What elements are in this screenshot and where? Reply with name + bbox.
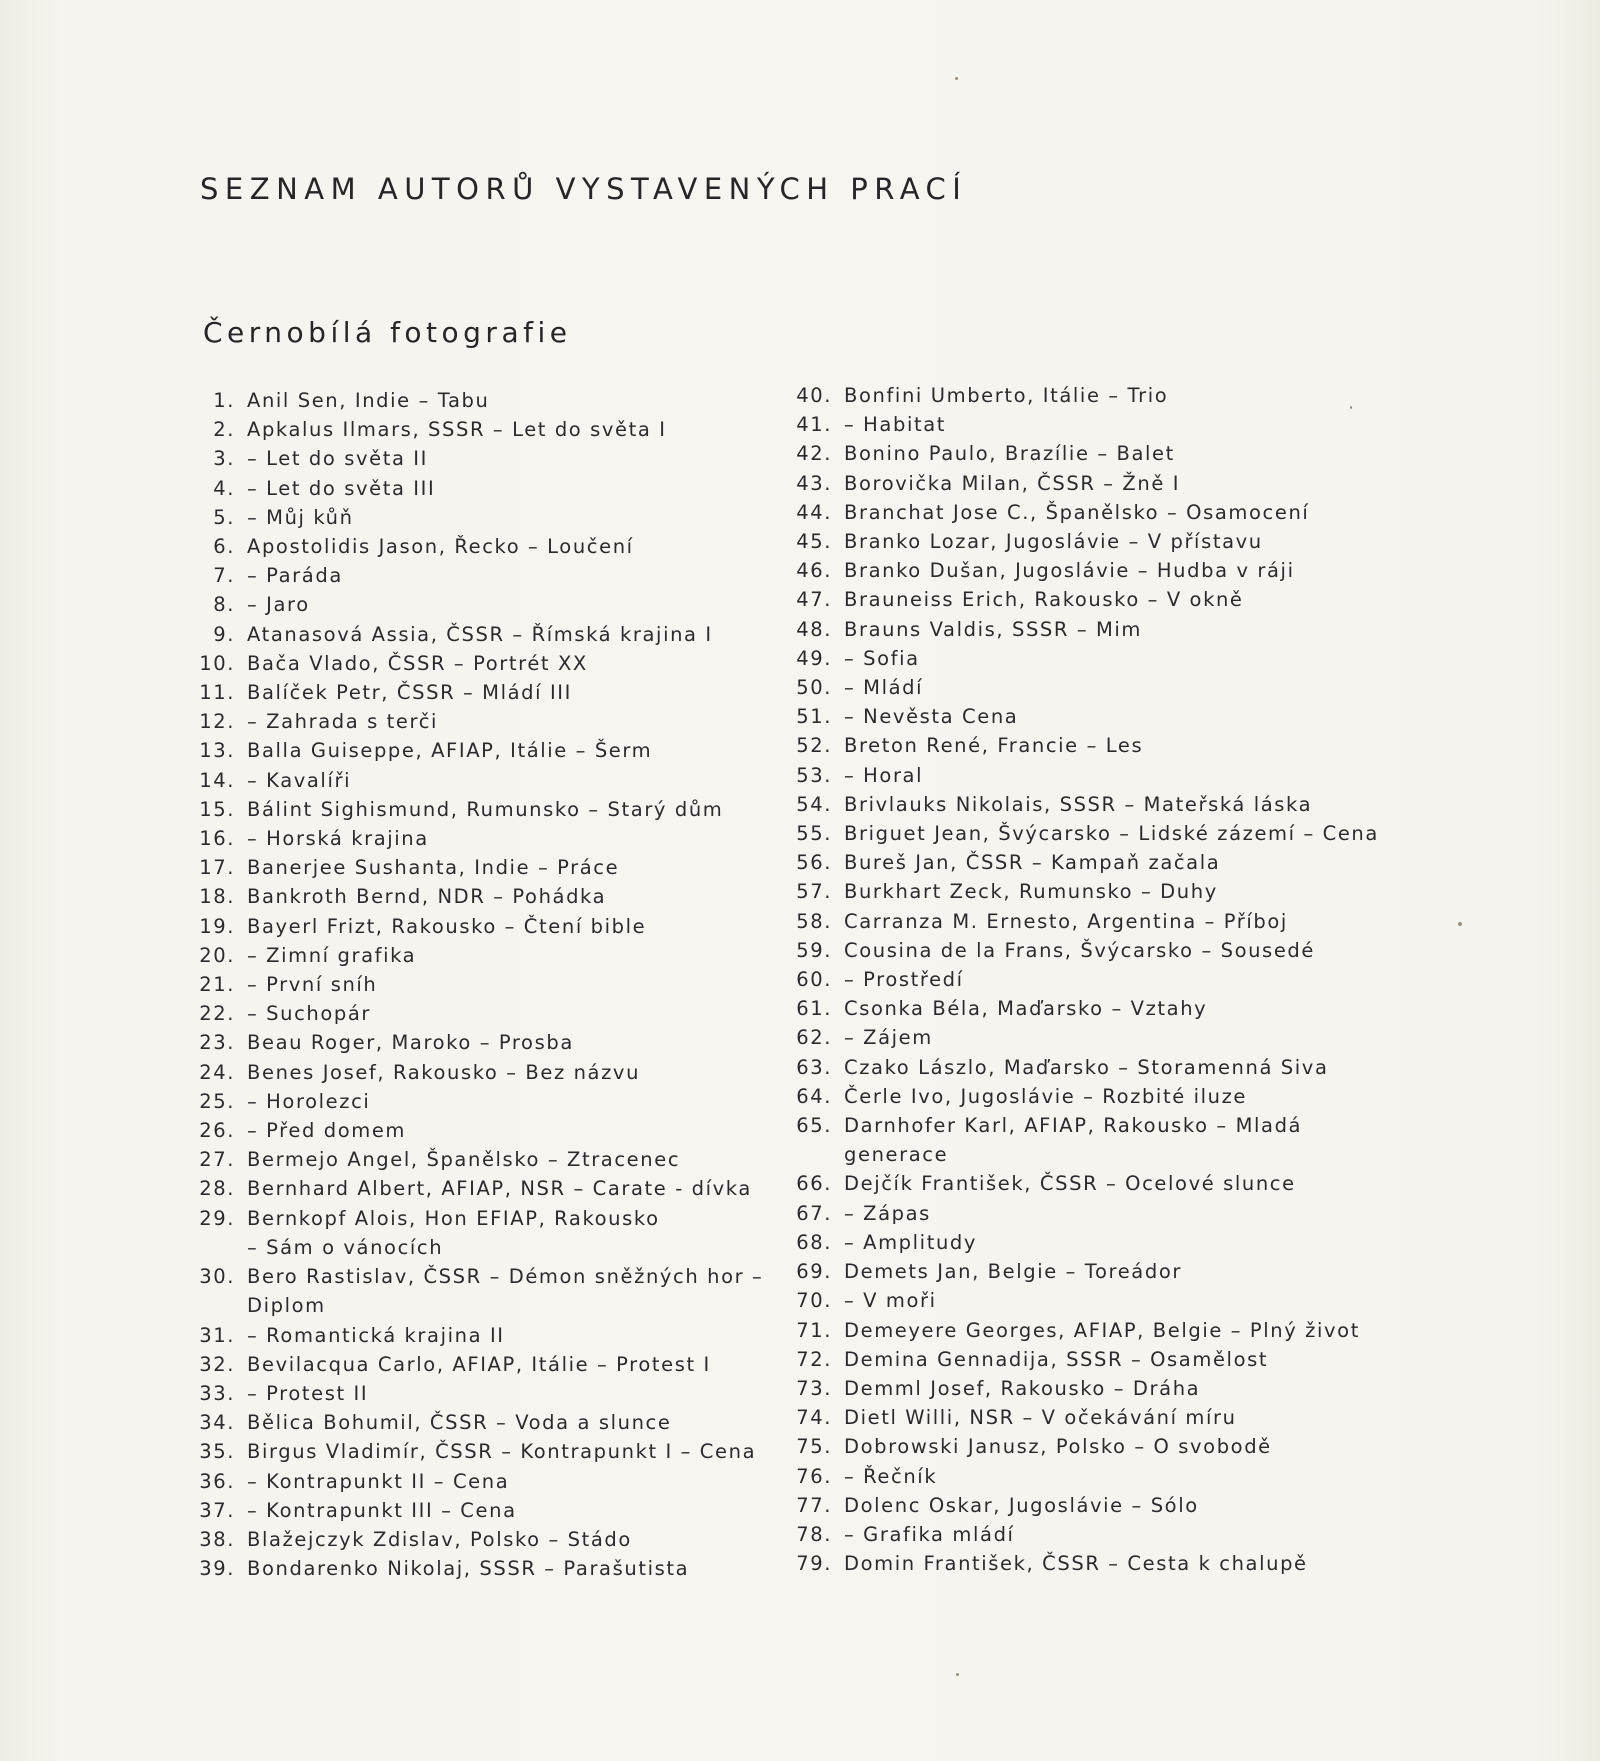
catalog-entry	[195, 1525, 795, 1554]
catalog-entry	[195, 1350, 795, 1379]
catalog-entry	[795, 1345, 1365, 1374]
entry-text: – Zápas	[844, 1201, 931, 1225]
catalog-entry	[195, 941, 795, 970]
entry-text: Brivlauks Nikolais, SSSR – Mateřská láska	[844, 792, 1313, 816]
catalog-entry	[195, 707, 795, 736]
entry-number: 75.	[796, 1435, 832, 1459]
entry-text: Dolenc Oskar, Jugoslávie – Sólo	[844, 1493, 1199, 1517]
entry-text: – Sofia	[844, 646, 920, 670]
entry-number: 23.	[199, 1031, 235, 1055]
entry-text: – Suchopár	[247, 1002, 372, 1026]
page-title: SEZNAM AUTORŮ VYSTAVENÝCH PRACÍ	[200, 172, 968, 206]
entry-number: 58.	[796, 909, 832, 933]
catalog-entry	[795, 498, 1365, 527]
entry-text: Borovička Milan, ČSSR – Žně I	[844, 471, 1181, 495]
entry-number: 33.	[199, 1381, 235, 1405]
entry-text: Branko Lozar, Jugoslávie – V přístavu	[844, 530, 1263, 554]
entry-number: 74.	[796, 1406, 832, 1430]
entry-text: – Let do světa II	[247, 447, 429, 471]
entry-number: 44.	[796, 500, 832, 524]
entry-number: 7.	[213, 564, 235, 588]
catalog-entry	[195, 1437, 795, 1466]
catalog-entry	[795, 819, 1379, 848]
entry-number: 56.	[796, 851, 832, 875]
catalog-entry	[795, 994, 1365, 1023]
catalog-entry	[195, 912, 795, 941]
entry-text: Bernhard Albert, AFIAP, NSR – Carate - dívka	[247, 1177, 752, 1201]
entry-number: 52.	[796, 734, 832, 758]
catalog-entry	[795, 1520, 1365, 1549]
entry-number: 13.	[199, 739, 235, 763]
entry-text: Demina Gennadija, SSSR – Osamělost	[844, 1347, 1269, 1371]
catalog-entry	[795, 702, 1365, 731]
entry-number: 72.	[796, 1347, 832, 1371]
entry-text: – Mládí	[844, 676, 924, 700]
entry-text: Dobrowski Janusz, Polsko – O svobodě	[844, 1435, 1272, 1459]
entry-text: Brauneiss Erich, Rakousko – V okně	[844, 588, 1244, 612]
catalog-entry	[795, 1257, 1365, 1286]
catalog-entry	[795, 1199, 1365, 1228]
catalog-entry	[795, 1082, 1365, 1111]
entry-number: 43.	[796, 471, 832, 495]
catalog-entry	[795, 439, 1365, 468]
entry-text: Branko Dušan, Jugoslávie – Hudba v ráji	[844, 559, 1295, 583]
entry-number: 22.	[199, 1002, 235, 1026]
entry-number: 17.	[199, 856, 235, 880]
catalog-entry	[795, 1228, 1365, 1257]
entry-number: 27.	[199, 1148, 235, 1172]
entry-text: Bureš Jan, ČSSR – Kampaň začala	[844, 851, 1221, 875]
entry-text: – Můj kůň	[247, 505, 354, 529]
catalog-entry	[195, 678, 795, 707]
entry-text: Balíček Petr, ČSSR – Mládí III	[247, 681, 572, 705]
entry-number: 1.	[213, 389, 235, 412]
entry-text: Demets Jan, Belgie – Toreádor	[844, 1260, 1182, 1284]
entry-number: 55.	[796, 822, 832, 846]
paper-speck	[1458, 922, 1462, 926]
catalog-entry	[795, 761, 1365, 790]
entry-number: 69.	[796, 1260, 832, 1284]
catalog-entry	[195, 649, 795, 678]
entry-number: 6.	[213, 535, 235, 559]
entry-number: 36.	[199, 1469, 235, 1493]
entry-number: 31.	[199, 1323, 235, 1347]
entry-number: 32.	[199, 1352, 235, 1376]
entry-text: Burkhart Zeck, Rumunsko – Duhy	[844, 880, 1218, 904]
catalog-entry	[795, 1403, 1365, 1432]
entry-number: 37.	[199, 1498, 235, 1522]
entry-number: 15.	[199, 797, 235, 821]
entry-text: Bero Rastislav, ČSSR – Démon sněžných hor –	[247, 1265, 764, 1289]
entry-text: – Let do světa III	[247, 476, 436, 500]
entry-text: Czako Lászlo, Maďarsko – Storamenná Siva	[844, 1055, 1329, 1079]
entry-text: Blažejczyk Zdislav, Polsko – Stádo	[247, 1527, 632, 1551]
entry-number: 45.	[796, 530, 832, 554]
author-list-left-column	[195, 386, 795, 1583]
entry-text: Banerjee Sushanta, Indie – Práce	[247, 856, 620, 880]
catalog-entry	[195, 1467, 795, 1496]
catalog-entry	[795, 1053, 1365, 1082]
catalog-entry	[195, 1554, 795, 1583]
entry-text: – Romantická krajina II	[247, 1323, 505, 1347]
catalog-entry	[195, 415, 795, 444]
entry-number: 71.	[796, 1318, 832, 1342]
entry-number: 67.	[796, 1201, 832, 1225]
catalog-entry	[795, 585, 1365, 614]
entry-text: Apkalus Ilmars, SSSR – Let do světa I	[247, 418, 667, 442]
entry-text: Bonfini Umberto, Itálie – Trio	[844, 384, 1169, 407]
catalog-entry	[795, 1432, 1365, 1461]
entry-text: – Horal	[844, 763, 924, 787]
catalog-entry	[795, 410, 1365, 439]
entry-number: 19.	[199, 914, 235, 938]
entry-number: 47.	[796, 588, 832, 612]
catalog-entry	[195, 882, 795, 911]
entry-text: Bermejo Angel, Španělsko – Ztracenec	[247, 1148, 681, 1172]
entry-text: Benes Josef, Rakousko – Bez názvu	[247, 1060, 641, 1084]
entry-text-continuation: – Sám o vánocích	[247, 1235, 444, 1259]
paper-speck	[955, 77, 958, 80]
catalog-entry	[795, 673, 1365, 702]
paper-speck	[956, 1673, 959, 1676]
entry-number: 49.	[796, 646, 832, 670]
catalog-entry	[795, 877, 1365, 906]
catalog-entry	[795, 1549, 1365, 1578]
catalog-entry	[795, 615, 1365, 644]
catalog-entry	[195, 824, 795, 853]
catalog-entry	[795, 848, 1365, 877]
catalog-entry	[795, 1491, 1365, 1520]
catalog-entry	[195, 532, 795, 561]
entry-number: 53.	[796, 763, 832, 787]
entry-text: Bernkopf Alois, Hon EFIAP, Rakousko	[247, 1206, 660, 1230]
catalog-entry	[195, 1145, 795, 1174]
catalog-entry	[795, 1462, 1365, 1491]
entry-number: 38.	[199, 1527, 235, 1551]
entry-number: 70.	[796, 1289, 832, 1313]
entry-text: Beau Roger, Maroko – Prosba	[247, 1031, 574, 1055]
catalog-entry	[795, 381, 1365, 410]
entry-text: Dejčík František, ČSSR – Ocelové slunce	[844, 1172, 1296, 1196]
entry-number: 2.	[213, 418, 235, 442]
entry-text: Domin František, ČSSR – Cesta k chalupě	[844, 1552, 1308, 1576]
entry-text: Cousina de la Frans, Švýcarsko – Sousedé	[844, 938, 1315, 962]
catalog-entry	[795, 731, 1365, 760]
entry-number: 76.	[796, 1464, 832, 1488]
entry-number: 48.	[796, 617, 832, 641]
section-title: Černobílá fotografie	[203, 316, 572, 349]
entry-text: – Nevěsta Cena	[844, 705, 1019, 729]
entry-text: Darnhofer Karl, AFIAP, Rakousko – Mladá	[844, 1114, 1303, 1138]
entry-text: Apostolidis Jason, Řecko – Loučení	[247, 535, 634, 559]
entry-number: 40.	[796, 384, 832, 407]
catalog-entry	[195, 1321, 795, 1350]
entry-number: 12.	[199, 710, 235, 734]
catalog-entry	[195, 1174, 795, 1203]
catalog-entry	[195, 1087, 795, 1116]
entry-number: 65.	[796, 1114, 832, 1138]
catalog-entry	[195, 1058, 795, 1087]
catalog-entry	[795, 469, 1365, 498]
entry-number: 25.	[199, 1089, 235, 1113]
entry-text: Carranza M. Ernesto, Argentina – Příboj	[844, 909, 1288, 933]
entry-number: 59.	[796, 938, 832, 962]
entry-text: Bankroth Bernd, NDR – Pohádka	[247, 885, 607, 909]
catalog-entry	[195, 736, 795, 765]
entry-text: Bevilacqua Carlo, AFIAP, Itálie – Protest I	[247, 1352, 711, 1376]
entry-number: 77.	[796, 1493, 832, 1517]
catalog-entry	[795, 1111, 1365, 1169]
entry-number: 14.	[199, 768, 235, 792]
entry-text: Atanasová Assia, ČSSR – Římská krajina I	[247, 622, 713, 646]
entry-number: 62.	[796, 1026, 832, 1050]
entry-text: – Kontrapunkt III – Cena	[247, 1498, 517, 1522]
entry-text-continuation: generace	[844, 1143, 949, 1167]
entry-text: – Protest II	[247, 1381, 369, 1405]
entry-text: – Paráda	[247, 564, 343, 588]
entry-number: 10.	[199, 651, 235, 675]
entry-text: Balla Guiseppe, AFIAP, Itálie – Šerm	[247, 739, 653, 763]
catalog-entry	[195, 474, 795, 503]
entry-number: 39.	[199, 1557, 235, 1581]
entry-number: 61.	[796, 997, 832, 1021]
entry-text: Čerle Ivo, Jugoslávie – Rozbité iluze	[844, 1084, 1248, 1108]
catalog-entry	[195, 620, 795, 649]
entry-number: 63.	[796, 1055, 832, 1079]
entry-number: 11.	[199, 681, 235, 705]
catalog-entry	[195, 795, 795, 824]
catalog-entry	[195, 561, 795, 590]
entry-text: Briguet Jean, Švýcarsko – Lidské zázemí – Cena	[844, 822, 1379, 846]
entry-number: 9.	[213, 622, 235, 646]
entry-text: – První sníh	[247, 973, 378, 997]
entry-text: Breton René, Francie – Les	[844, 734, 1144, 758]
catalog-entry	[795, 527, 1365, 556]
catalog-entry	[795, 1374, 1365, 1403]
entry-text: Demml Josef, Rakousko – Dráha	[844, 1376, 1201, 1400]
entry-text: – Grafika mládí	[844, 1522, 1015, 1546]
entry-number: 66.	[796, 1172, 832, 1196]
entry-number: 24.	[199, 1060, 235, 1084]
entry-text: Birgus Vladimír, ČSSR – Kontrapunkt I – Cena	[247, 1440, 757, 1464]
entry-number: 16.	[199, 827, 235, 851]
catalog-entry	[795, 965, 1365, 994]
entry-text: Bayerl Frizt, Rakousko – Čtení bible	[247, 914, 647, 938]
entry-text: – Habitat	[844, 413, 946, 437]
catalog-entry	[795, 1023, 1365, 1052]
entry-number: 42.	[796, 442, 832, 466]
entry-text: – Amplitudy	[844, 1230, 978, 1254]
entry-number: 54.	[796, 792, 832, 816]
entry-number: 18.	[199, 885, 235, 909]
entry-text: Csonka Béla, Maďarsko – Vztahy	[844, 997, 1208, 1021]
entry-number: 60.	[796, 968, 832, 992]
entry-number: 68.	[796, 1230, 832, 1254]
entry-text: Demeyere Georges, AFIAP, Belgie – Plný život	[844, 1318, 1360, 1342]
catalog-entry	[195, 386, 795, 415]
entry-number: 20.	[199, 943, 235, 967]
catalog-entry	[795, 644, 1365, 673]
catalog-entry	[795, 556, 1365, 585]
entry-number: 35.	[199, 1440, 235, 1464]
entry-number: 29.	[199, 1206, 235, 1230]
entry-text: Branchat Jose C., Španělsko – Osamocení	[844, 500, 1310, 524]
entry-text: – Kontrapunkt II – Cena	[247, 1469, 510, 1493]
catalog-entry	[195, 766, 795, 795]
catalog-entry	[195, 590, 795, 619]
catalog-entry	[795, 907, 1365, 936]
catalog-entry	[195, 1408, 795, 1437]
entry-number: 79.	[796, 1552, 832, 1576]
catalog-entry	[195, 1496, 795, 1525]
catalog-entry	[195, 444, 795, 473]
entry-text: – Zájem	[844, 1026, 933, 1050]
entry-text: Dietl Willi, NSR – V očekávání míru	[844, 1406, 1237, 1430]
catalog-entry	[795, 936, 1365, 965]
entry-number: 41.	[796, 413, 832, 437]
entry-text: – Zahrada s terči	[247, 710, 439, 734]
entry-number: 26.	[199, 1119, 235, 1143]
entry-number: 73.	[796, 1376, 832, 1400]
entry-number: 46.	[796, 559, 832, 583]
catalog-entry	[195, 1028, 795, 1057]
entry-number: 57.	[796, 880, 832, 904]
catalog-entry	[195, 970, 795, 999]
catalog-entry	[795, 1169, 1365, 1198]
entry-number: 3.	[213, 447, 235, 471]
catalog-entry	[195, 999, 795, 1028]
entry-number: 64.	[796, 1084, 832, 1108]
entry-number: 30.	[199, 1265, 235, 1289]
catalog-entry	[195, 1116, 795, 1145]
entry-text: Bonino Paulo, Brazílie – Balet	[844, 442, 1175, 466]
entry-text: – Prostředí	[844, 968, 964, 992]
catalog-entry	[195, 1204, 795, 1262]
catalog-entry	[195, 853, 795, 882]
entry-text: – Horská krajina	[247, 827, 429, 851]
entry-text-continuation: Diplom	[247, 1294, 326, 1318]
entry-number: 28.	[199, 1177, 235, 1201]
catalog-entry	[195, 1262, 795, 1320]
entry-number: 78.	[796, 1522, 832, 1546]
entry-text: Bělica Bohumil, ČSSR – Voda a slunce	[247, 1411, 672, 1435]
entry-number: 34.	[199, 1411, 235, 1435]
catalog-entry	[795, 790, 1365, 819]
entry-text: – Horolezci	[247, 1089, 371, 1113]
paper-speck	[1350, 406, 1352, 409]
catalog-entry	[195, 1379, 795, 1408]
entry-text: Bondarenko Nikolaj, SSSR – Parašutista	[247, 1557, 690, 1581]
entry-number: 51.	[796, 705, 832, 729]
entry-text: Bača Vlado, ČSSR – Portrét XX	[247, 651, 588, 675]
entry-text: Bálint Sighismund, Rumunsko – Starý dům	[247, 797, 724, 821]
entry-number: 50.	[796, 676, 832, 700]
entry-text: – Jaro	[247, 593, 310, 617]
entry-number: 8.	[213, 593, 235, 617]
entry-number: 21.	[199, 973, 235, 997]
entry-text: – Řečník	[844, 1464, 938, 1488]
catalog-entry	[195, 503, 795, 532]
entry-text: Brauns Valdis, SSSR – Mim	[844, 617, 1143, 641]
entry-text: – Před domem	[247, 1119, 407, 1143]
entry-text: – V moři	[844, 1289, 937, 1313]
author-list-right-column	[795, 381, 1379, 1578]
entry-number: 5.	[213, 505, 235, 529]
entry-number: 4.	[213, 476, 235, 500]
entry-text: – Kavalíři	[247, 768, 352, 792]
entry-text: – Zimní grafika	[247, 943, 417, 967]
entry-text: Anil Sen, Indie – Tabu	[247, 389, 490, 412]
catalog-entry	[795, 1316, 1365, 1345]
catalog-entry	[795, 1286, 1365, 1315]
